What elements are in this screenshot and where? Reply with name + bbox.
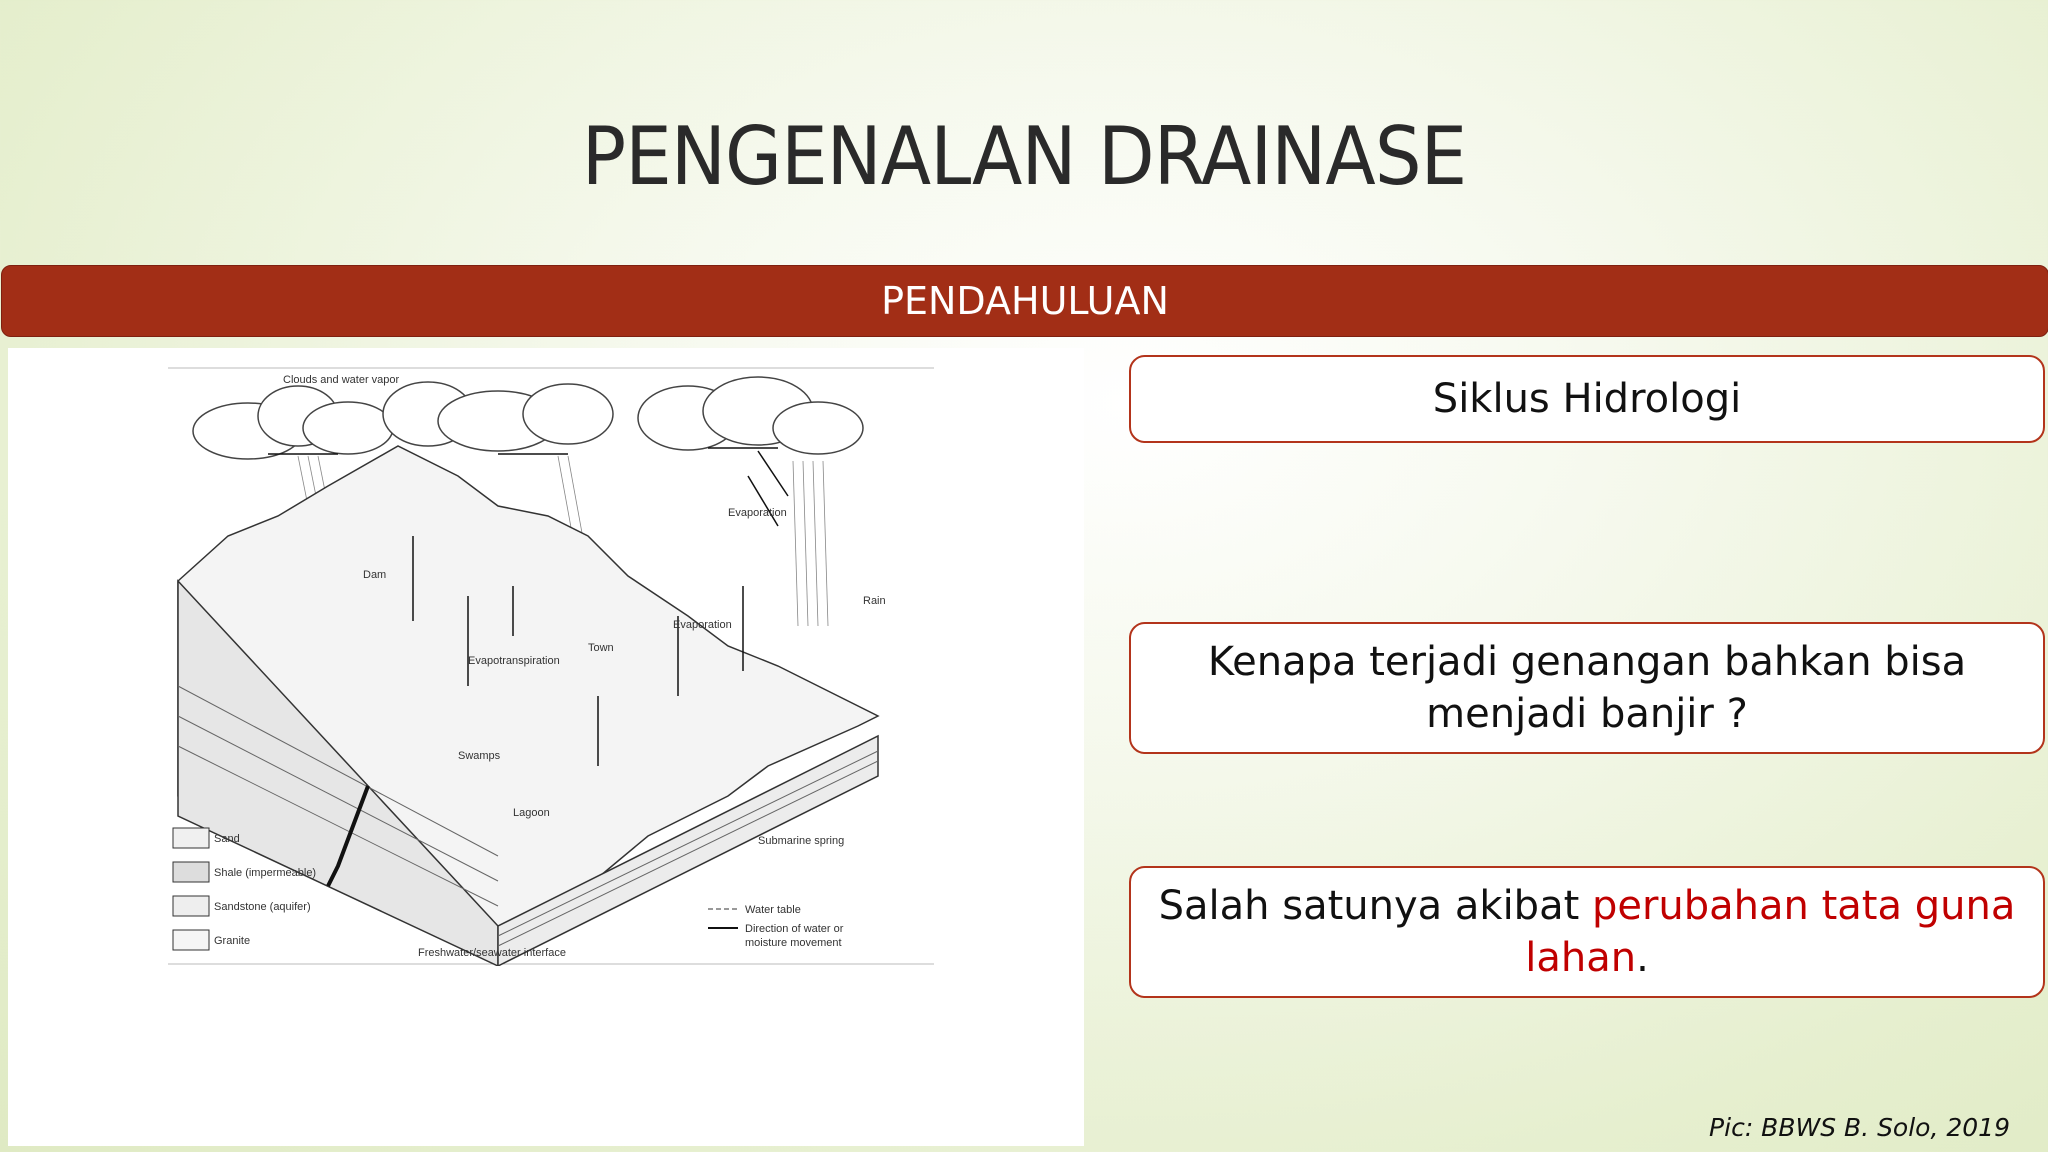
label-lagoon: Lagoon [513,807,550,819]
label-evapotranspiration: Evapotranspiration [468,655,560,667]
legend-sand: Sand [214,833,240,845]
label-swamps: Swamps [458,750,501,762]
image-credit: Pic: BBWS B. Solo, 2019 [1709,1113,2010,1142]
legend-granite: Granite [214,935,251,947]
box3-highlight: perubahan tata guna lahan [1525,883,2016,981]
label-clouds: Clouds and water vapor [283,374,400,386]
box3-suffix: . [1636,935,1649,981]
section-banner [1,265,2048,337]
label-dam: Dam [363,569,387,581]
legend-direction: Direction of water or [745,923,844,935]
banner-label: PENDAHULUAN [881,279,1169,323]
box-answer [1129,866,2045,998]
legend-water-table: Water table [745,904,801,916]
hydrologic-cycle-diagram [168,366,938,966]
hydrologic-cycle-figure [8,348,1084,1146]
label-evaporation-top: Evaporation [728,507,787,519]
box1-text: Siklus Hidrologi [1432,376,1742,422]
label-evaporation-mid: Evaporation [673,619,732,631]
legend-right [708,904,844,949]
label-submarine-spring: Submarine spring [758,835,845,847]
legend-sandstone: Sandstone (aquifer) [214,901,311,913]
box3-prefix: Salah satunya akibat [1158,883,1592,929]
legend-moisture: moisture movement [745,937,842,949]
clouds-icon [193,377,863,459]
label-town: Town [588,642,614,654]
box3-text [1149,880,2025,984]
label-freshwater-interface: Freshwater/seawater interface [418,947,566,959]
box-siklus-hidrologi [1129,355,2045,443]
label-rain: Rain [863,595,886,607]
legend-shale: Shale (impermeable) [214,867,317,879]
slide-title: PENGENALAN DRAINASE [581,110,1467,203]
box2-text: Kenapa terjadi genangan bahkan bisa menjadi banjir ? [1207,639,1967,737]
box-question [1129,622,2045,754]
